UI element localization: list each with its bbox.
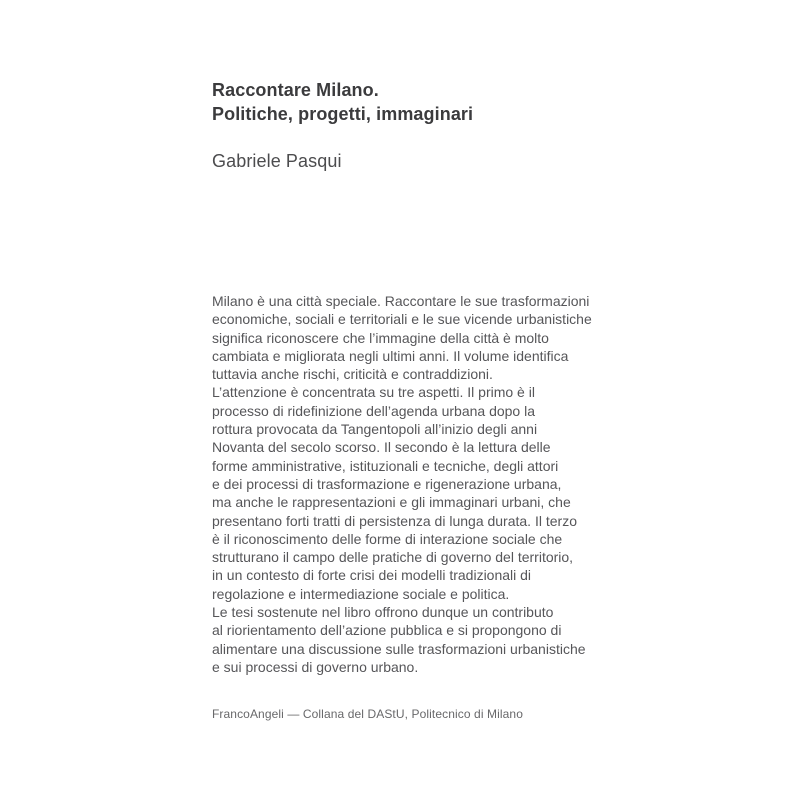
description-line: economiche, sociali e territoriali e le sue vicende urbanistiche <box>212 311 592 328</box>
description-line: Le tesi sostenute nel libro offrono dunque un contributo <box>212 604 554 621</box>
description-line: regolazione e intermediazione sociale e politica. <box>212 585 510 602</box>
description-line: processo di ridefinizione dell’agenda urbana dopo la <box>212 402 536 419</box>
description-line: strutturano il campo delle pratiche di governo del territorio, <box>212 549 574 566</box>
description-line: tuttavia anche rischi, criticità e contraddizioni. <box>212 366 493 383</box>
description-line: e dei processi di trasformazione e rigenerazione urbana, <box>212 475 562 492</box>
description-line: alimentare una discussione sulle trasformazioni urbanistiche <box>212 640 586 657</box>
description-line: rottura provocata da Tangentopoli all’inizio degli anni <box>212 421 538 438</box>
description-line: cambiata e migliorata negli ultimi anni. Il volume identifica <box>212 347 569 364</box>
description-line: in un contesto di forte crisi dei modelli tradizionali di <box>212 567 532 584</box>
description-line: Novanta del secolo scorso. Il secondo è la lettura delle <box>212 439 551 456</box>
description-line: al riorientamento dell’azione pubblica e si propongono di <box>212 622 562 639</box>
description-line: e sui processi di governo urbano. <box>212 658 419 675</box>
description-line: significa riconoscere che l’immagine della città è molto <box>212 329 549 346</box>
book-description <box>212 292 592 676</box>
description-line: Milano è una città speciale. Raccontare le sue trasformazioni <box>212 293 590 309</box>
description-line: ma anche le rappresentazioni e gli immaginari urbani, che <box>212 494 571 511</box>
book-title <box>212 78 473 126</box>
publisher-line: FrancoAngeli — Collana del DAStU, Politecnico di Milano <box>212 707 523 721</box>
book-title-line-2: Politiche, progetti, immaginari <box>212 104 474 124</box>
description-line: è il riconoscimento delle forme di interazione sociale che <box>212 530 563 547</box>
description-line: forme amministrative, istituzionali e tecniche, degli attori <box>212 457 559 474</box>
author-name: Gabriele Pasqui <box>212 151 342 171</box>
description-line: L’attenzione è concentrata su tre aspetti. Il primo è il <box>212 384 535 401</box>
description-line: presentano forti tratti di persistenza di lunga durata. Il terzo <box>212 512 577 529</box>
book-title-line-1: Raccontare Milano. <box>212 80 379 100</box>
